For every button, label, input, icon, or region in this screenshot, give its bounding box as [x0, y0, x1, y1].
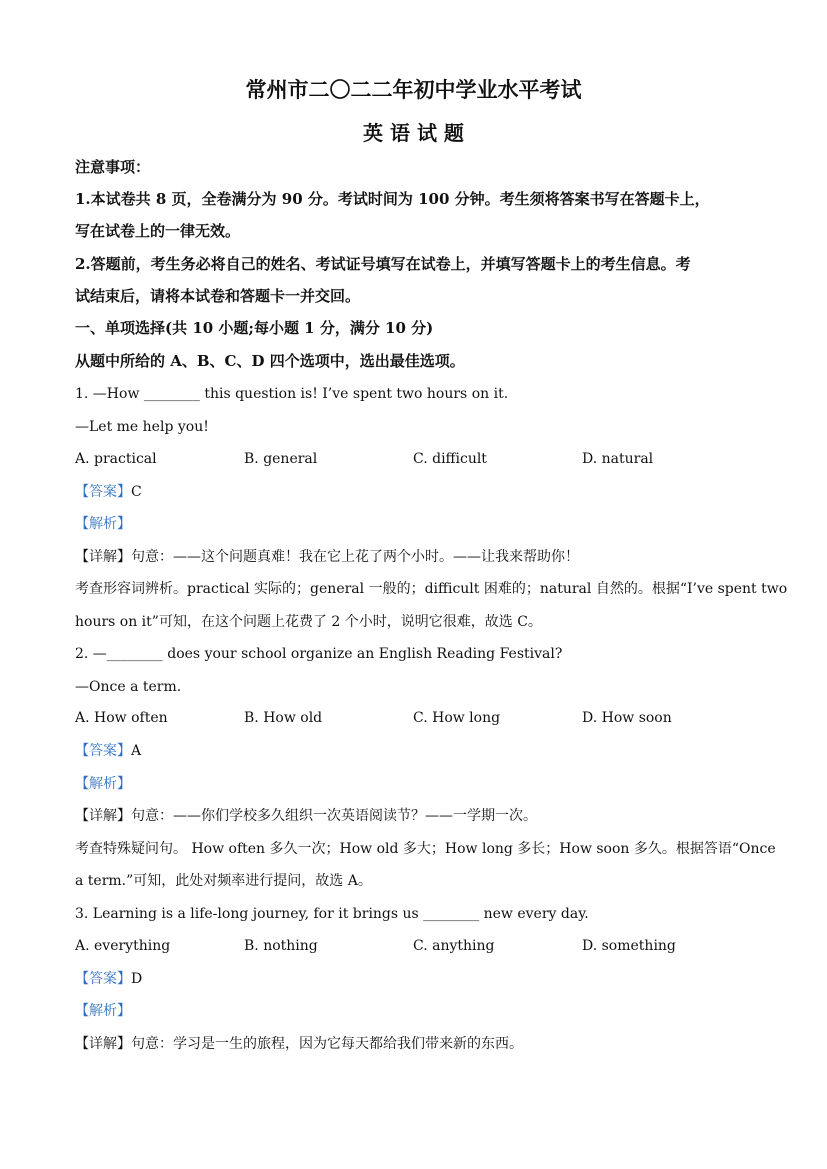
q2-answer-line	[75, 742, 141, 760]
q2-analysis-line	[75, 775, 131, 793]
notice-item-2-line-2: 试结束后，请将本试卷和答题卡一并交回。	[75, 287, 361, 305]
notice-item-2-line-1: 2.答题前，考生务必将自己的姓名、考试证号填写在试卷上，并填写答题卡上的考生信息。考	[75, 255, 691, 273]
q1-option-c: C. difficult	[413, 451, 487, 467]
q1-option-a: A. practical	[75, 451, 157, 467]
q2-option-d: D. How soon	[582, 710, 672, 726]
section-heading: 一、单项选择(共 10 小题;每小题 1 分，满分 10 分)	[75, 319, 434, 337]
q3-answer: D	[131, 971, 143, 987]
q3-option-b: B. nothing	[244, 938, 318, 954]
q2-option-a: A. How often	[75, 710, 168, 726]
q1-answer: C	[131, 484, 142, 500]
page-title: 常州市二〇二二年初中学业水平考试	[245, 77, 582, 102]
q2-option-b: B. How old	[244, 710, 323, 726]
detail-tag: 【详解】	[75, 808, 131, 824]
q3-option-c: C. anything	[413, 938, 495, 954]
q3-detail-line	[75, 1035, 523, 1053]
detail-tag: 【详解】	[75, 549, 131, 565]
notice-item-1-line-1: 1.本试卷共 8 页，全卷满分为 90 分。考试时间为 100 分钟。考生须将答案书写在答题卡上，	[75, 190, 710, 208]
q2-detail: 句意：——你们学校多久组织一次英语阅读节？——一学期一次。	[131, 808, 537, 824]
q2-explain-line-2: a term.”可知，此处对频率进行提问，故选 A。	[75, 873, 372, 889]
q1-detail-line	[75, 548, 579, 566]
q1-explain-line-1: 考查形容词辨析。practical 实际的；general 一般的；difficult 困难的；natural 自然的。根据“I’ve spent two	[75, 581, 788, 597]
notice-heading: 注意事项：	[75, 158, 151, 176]
q1-option-b: B. general	[244, 451, 318, 467]
analysis-tag: 【解析】	[75, 1003, 131, 1019]
q1-answer-line	[75, 483, 142, 501]
q2-option-c: C. How long	[413, 710, 501, 726]
q3-stem-line-1: 3. Learning is a life-long journey, for it brings us ________ new every day.	[75, 906, 589, 922]
q2-explain-line-1: 考查特殊疑问句。 How often 多久一次；How old 多大；How long 多长；How soon 多久。根据答语“Once	[75, 841, 776, 857]
q1-analysis-line	[75, 515, 131, 533]
answer-tag: 【答案】	[75, 484, 131, 500]
q2-stem-line-2: —Once a term.	[75, 679, 182, 695]
analysis-tag: 【解析】	[75, 776, 131, 792]
section-instruction: 从题中所给的 A、B、C、D 四个选项中，选出最佳选项。	[75, 352, 465, 370]
q1-detail: 句意：——这个问题真难！我在它上花了两个小时。——让我来帮助你！	[131, 549, 579, 565]
q2-stem-line-1: 2. —________ does your school organize an English Reading Festival?	[75, 646, 563, 662]
q2-answer: A	[131, 743, 142, 759]
q3-analysis-line	[75, 1002, 131, 1020]
notice-item-1-line-2: 写在试卷上的一律无效。	[75, 222, 241, 240]
q3-detail: 句意：学习是一生的旅程，因为它每天都给我们带来新的东西。	[131, 1036, 523, 1052]
page-subtitle: 英 语 试 题	[363, 121, 464, 145]
detail-tag: 【详解】	[75, 1036, 131, 1052]
q1-explain-line-2: hours on it”可知，在这个问题上花费了 2 个小时，说明它很难，故选 C。	[75, 614, 542, 630]
q3-option-a: A. everything	[75, 938, 171, 954]
q1-stem-line-2: —Let me help you!	[75, 419, 209, 435]
q3-answer-line	[75, 970, 142, 988]
analysis-tag: 【解析】	[75, 516, 131, 532]
q1-option-d: D. natural	[582, 451, 654, 467]
q1-stem-line-1: 1. —How ________ this question is! I’ve spent two hours on it.	[75, 386, 509, 402]
answer-tag: 【答案】	[75, 743, 131, 759]
answer-tag: 【答案】	[75, 971, 131, 987]
q2-detail-line	[75, 807, 537, 825]
q3-option-d: D. something	[582, 938, 676, 954]
